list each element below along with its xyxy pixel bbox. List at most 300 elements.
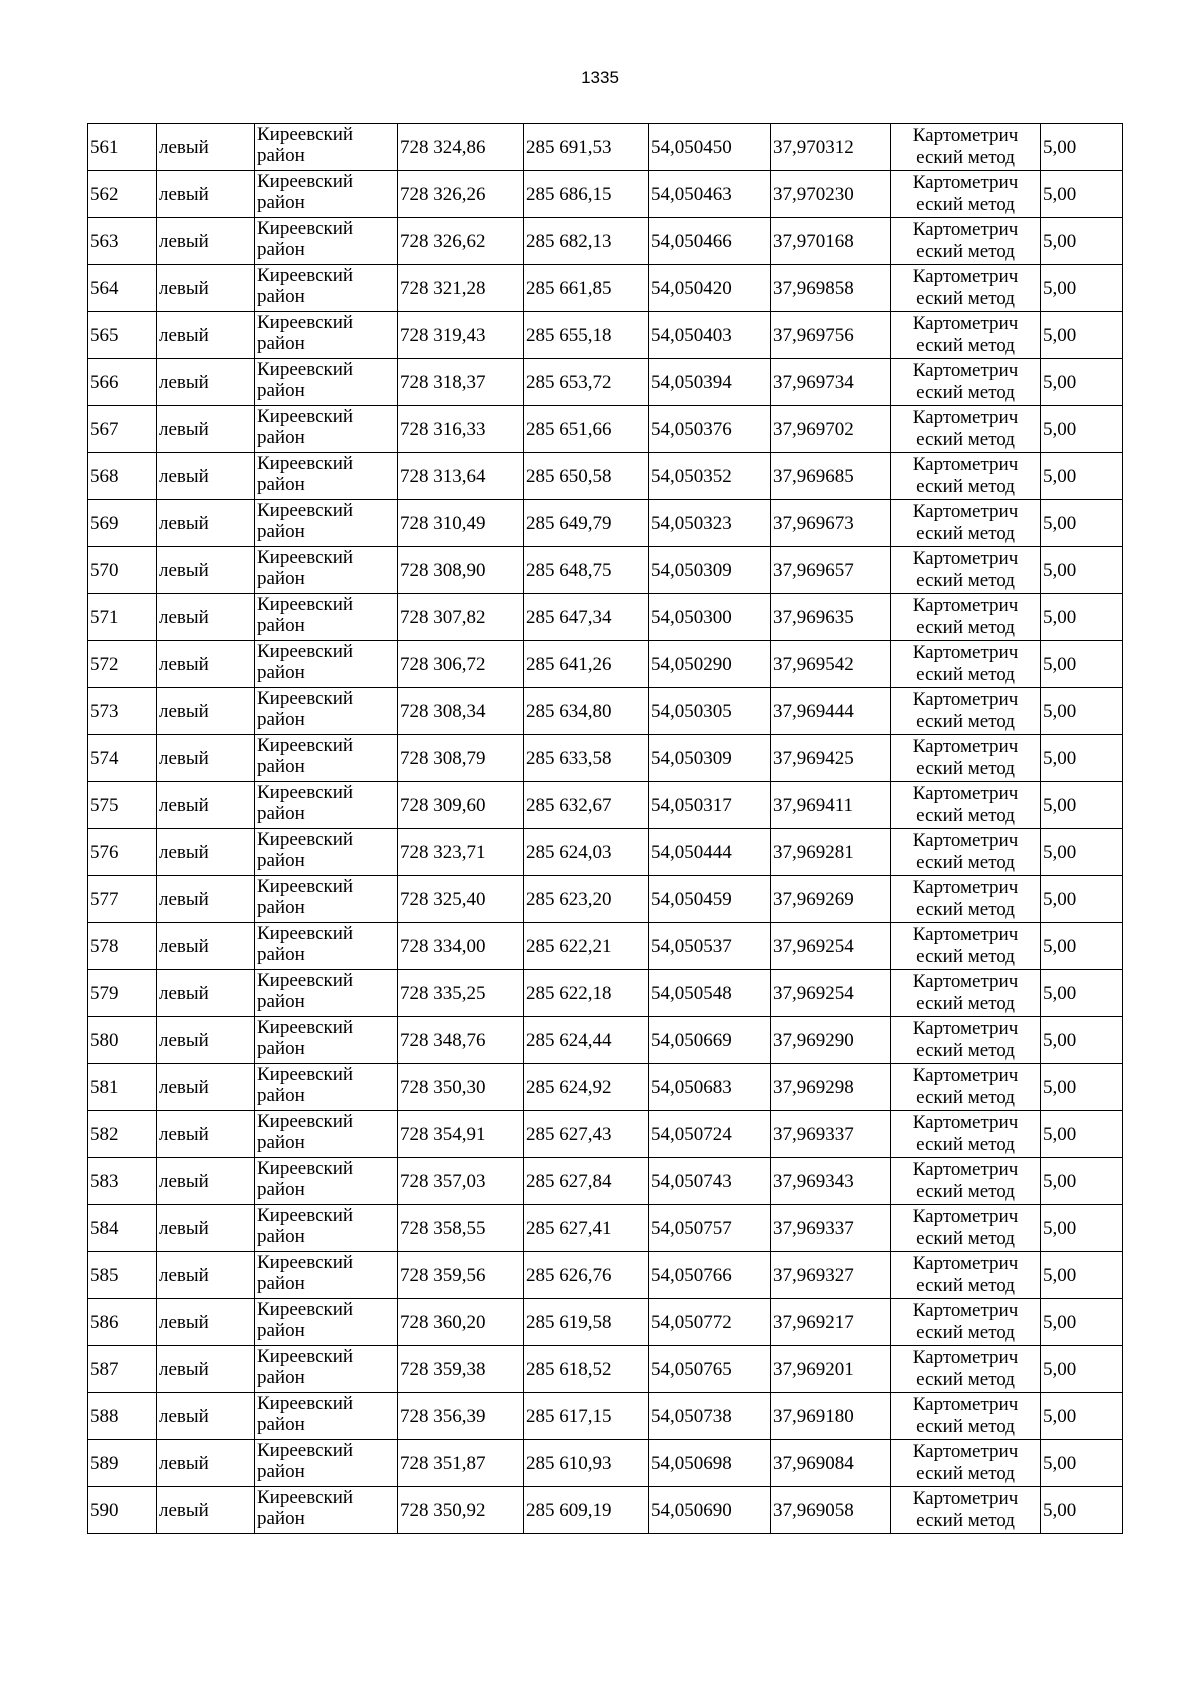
accuracy-cell: 5,00 (1041, 124, 1123, 171)
district-cell: Киреевский район (255, 1111, 398, 1158)
longitude-cell: 37,970312 (771, 124, 891, 171)
table-row (88, 688, 1123, 735)
table-row (88, 782, 1123, 829)
point-number-cell: 573 (88, 688, 157, 735)
accuracy-cell: 5,00 (1041, 359, 1123, 406)
y-coordinate-cell: 285 649,79 (524, 500, 649, 547)
point-number-cell: 576 (88, 829, 157, 876)
longitude-cell: 37,969254 (771, 970, 891, 1017)
x-coordinate-cell: 728 318,37 (398, 359, 524, 406)
latitude-cell: 54,050548 (649, 970, 771, 1017)
table-row (88, 641, 1123, 688)
accuracy-cell: 5,00 (1041, 876, 1123, 923)
longitude-cell: 37,969058 (771, 1487, 891, 1534)
table-row (88, 923, 1123, 970)
y-coordinate-cell: 285 624,44 (524, 1017, 649, 1064)
bank-side-cell: левый (157, 876, 255, 923)
latitude-cell: 54,050669 (649, 1017, 771, 1064)
y-coordinate-cell: 285 623,20 (524, 876, 649, 923)
latitude-cell: 54,050459 (649, 876, 771, 923)
method-cell: Картометрич еский метод (891, 1393, 1041, 1440)
point-number-cell: 568 (88, 453, 157, 500)
x-coordinate-cell: 728 321,28 (398, 265, 524, 312)
accuracy-cell: 5,00 (1041, 406, 1123, 453)
y-coordinate-cell: 285 622,21 (524, 923, 649, 970)
district-cell: Киреевский район (255, 735, 398, 782)
longitude-cell: 37,969657 (771, 547, 891, 594)
method-cell: Картометрич еский метод (891, 1346, 1041, 1393)
latitude-cell: 54,050309 (649, 735, 771, 782)
longitude-cell: 37,969337 (771, 1111, 891, 1158)
method-cell: Картометрич еский метод (891, 171, 1041, 218)
bank-side-cell: левый (157, 265, 255, 312)
district-cell: Киреевский район (255, 1252, 398, 1299)
accuracy-cell: 5,00 (1041, 312, 1123, 359)
x-coordinate-cell: 728 325,40 (398, 876, 524, 923)
point-number-cell: 574 (88, 735, 157, 782)
table-row (88, 171, 1123, 218)
latitude-cell: 54,050394 (649, 359, 771, 406)
point-number-cell: 571 (88, 594, 157, 641)
district-cell: Киреевский район (255, 1346, 398, 1393)
point-number-cell: 584 (88, 1205, 157, 1252)
district-cell: Киреевский район (255, 1393, 398, 1440)
y-coordinate-cell: 285 624,92 (524, 1064, 649, 1111)
method-cell: Картометрич еский метод (891, 782, 1041, 829)
method-cell: Картометрич еский метод (891, 1064, 1041, 1111)
x-coordinate-cell: 728 359,38 (398, 1346, 524, 1393)
longitude-cell: 37,969217 (771, 1299, 891, 1346)
point-number-cell: 575 (88, 782, 157, 829)
accuracy-cell: 5,00 (1041, 1440, 1123, 1487)
longitude-cell: 37,969756 (771, 312, 891, 359)
y-coordinate-cell: 285 655,18 (524, 312, 649, 359)
longitude-cell: 37,969327 (771, 1252, 891, 1299)
accuracy-cell: 5,00 (1041, 500, 1123, 547)
table-row (88, 970, 1123, 1017)
method-cell: Картометрич еский метод (891, 688, 1041, 735)
longitude-cell: 37,969444 (771, 688, 891, 735)
district-cell: Киреевский район (255, 265, 398, 312)
longitude-cell: 37,969702 (771, 406, 891, 453)
table-body (88, 124, 1123, 1534)
y-coordinate-cell: 285 609,19 (524, 1487, 649, 1534)
bank-side-cell: левый (157, 594, 255, 641)
point-number-cell: 578 (88, 923, 157, 970)
coordinates-table (87, 123, 1123, 1534)
latitude-cell: 54,050300 (649, 594, 771, 641)
y-coordinate-cell: 285 622,18 (524, 970, 649, 1017)
longitude-cell: 37,969635 (771, 594, 891, 641)
latitude-cell: 54,050444 (649, 829, 771, 876)
point-number-cell: 585 (88, 1252, 157, 1299)
accuracy-cell: 5,00 (1041, 218, 1123, 265)
x-coordinate-cell: 728 323,71 (398, 829, 524, 876)
longitude-cell: 37,969685 (771, 453, 891, 500)
longitude-cell: 37,970168 (771, 218, 891, 265)
y-coordinate-cell: 285 661,85 (524, 265, 649, 312)
bank-side-cell: левый (157, 923, 255, 970)
table-row (88, 500, 1123, 547)
longitude-cell: 37,969201 (771, 1346, 891, 1393)
table-row (88, 1440, 1123, 1487)
point-number-cell: 590 (88, 1487, 157, 1534)
y-coordinate-cell: 285 627,43 (524, 1111, 649, 1158)
accuracy-cell: 5,00 (1041, 1064, 1123, 1111)
district-cell: Киреевский район (255, 923, 398, 970)
method-cell: Картометрич еский метод (891, 265, 1041, 312)
method-cell: Картометрич еский метод (891, 359, 1041, 406)
table-row (88, 406, 1123, 453)
latitude-cell: 54,050698 (649, 1440, 771, 1487)
bank-side-cell: левый (157, 1346, 255, 1393)
x-coordinate-cell: 728 309,60 (398, 782, 524, 829)
table-row (88, 453, 1123, 500)
district-cell: Киреевский район (255, 829, 398, 876)
x-coordinate-cell: 728 350,92 (398, 1487, 524, 1534)
x-coordinate-cell: 728 307,82 (398, 594, 524, 641)
point-number-cell: 586 (88, 1299, 157, 1346)
latitude-cell: 54,050724 (649, 1111, 771, 1158)
district-cell: Киреевский район (255, 1487, 398, 1534)
y-coordinate-cell: 285 633,58 (524, 735, 649, 782)
point-number-cell: 579 (88, 970, 157, 1017)
table-row (88, 1299, 1123, 1346)
district-cell: Киреевский район (255, 594, 398, 641)
method-cell: Картометрич еский метод (891, 876, 1041, 923)
y-coordinate-cell: 285 627,84 (524, 1158, 649, 1205)
table-row (88, 829, 1123, 876)
district-cell: Киреевский район (255, 970, 398, 1017)
method-cell: Картометрич еский метод (891, 218, 1041, 265)
district-cell: Киреевский район (255, 1205, 398, 1252)
method-cell: Картометрич еский метод (891, 1158, 1041, 1205)
method-cell: Картометрич еский метод (891, 1017, 1041, 1064)
bank-side-cell: левый (157, 970, 255, 1017)
x-coordinate-cell: 728 316,33 (398, 406, 524, 453)
table-row (88, 1252, 1123, 1299)
point-number-cell: 572 (88, 641, 157, 688)
point-number-cell: 581 (88, 1064, 157, 1111)
x-coordinate-cell: 728 326,26 (398, 171, 524, 218)
accuracy-cell: 5,00 (1041, 594, 1123, 641)
table-row (88, 1346, 1123, 1393)
y-coordinate-cell: 285 632,67 (524, 782, 649, 829)
method-cell: Картометрич еский метод (891, 1440, 1041, 1487)
point-number-cell: 567 (88, 406, 157, 453)
bank-side-cell: левый (157, 641, 255, 688)
longitude-cell: 37,969542 (771, 641, 891, 688)
table-row (88, 218, 1123, 265)
bank-side-cell: левый (157, 735, 255, 782)
accuracy-cell: 5,00 (1041, 1111, 1123, 1158)
method-cell: Картометрич еский метод (891, 970, 1041, 1017)
accuracy-cell: 5,00 (1041, 1299, 1123, 1346)
method-cell: Картометрич еский метод (891, 500, 1041, 547)
bank-side-cell: левый (157, 829, 255, 876)
longitude-cell: 37,969290 (771, 1017, 891, 1064)
y-coordinate-cell: 285 641,26 (524, 641, 649, 688)
table-row (88, 1158, 1123, 1205)
accuracy-cell: 5,00 (1041, 970, 1123, 1017)
district-cell: Киреевский район (255, 124, 398, 171)
y-coordinate-cell: 285 610,93 (524, 1440, 649, 1487)
method-cell: Картометрич еский метод (891, 312, 1041, 359)
bank-side-cell: левый (157, 1111, 255, 1158)
point-number-cell: 561 (88, 124, 157, 171)
bank-side-cell: левый (157, 406, 255, 453)
x-coordinate-cell: 728 348,76 (398, 1017, 524, 1064)
x-coordinate-cell: 728 351,87 (398, 1440, 524, 1487)
district-cell: Киреевский район (255, 312, 398, 359)
y-coordinate-cell: 285 617,15 (524, 1393, 649, 1440)
district-cell: Киреевский район (255, 500, 398, 547)
bank-side-cell: левый (157, 1440, 255, 1487)
district-cell: Киреевский район (255, 1064, 398, 1111)
latitude-cell: 54,050690 (649, 1487, 771, 1534)
method-cell: Картометрич еский метод (891, 406, 1041, 453)
bank-side-cell: левый (157, 453, 255, 500)
bank-side-cell: левый (157, 547, 255, 594)
bank-side-cell: левый (157, 359, 255, 406)
x-coordinate-cell: 728 308,79 (398, 735, 524, 782)
district-cell: Киреевский район (255, 547, 398, 594)
bank-side-cell: левый (157, 688, 255, 735)
district-cell: Киреевский район (255, 1158, 398, 1205)
x-coordinate-cell: 728 359,56 (398, 1252, 524, 1299)
table-row (88, 1393, 1123, 1440)
latitude-cell: 54,050463 (649, 171, 771, 218)
point-number-cell: 588 (88, 1393, 157, 1440)
latitude-cell: 54,050743 (649, 1158, 771, 1205)
y-coordinate-cell: 285 651,66 (524, 406, 649, 453)
district-cell: Киреевский район (255, 1299, 398, 1346)
method-cell: Картометрич еский метод (891, 124, 1041, 171)
table-row (88, 359, 1123, 406)
district-cell: Киреевский район (255, 359, 398, 406)
latitude-cell: 54,050683 (649, 1064, 771, 1111)
point-number-cell: 563 (88, 218, 157, 265)
x-coordinate-cell: 728 313,64 (398, 453, 524, 500)
accuracy-cell: 5,00 (1041, 1393, 1123, 1440)
bank-side-cell: левый (157, 124, 255, 171)
x-coordinate-cell: 728 354,91 (398, 1111, 524, 1158)
bank-side-cell: левый (157, 1205, 255, 1252)
bank-side-cell: левый (157, 1487, 255, 1534)
longitude-cell: 37,970230 (771, 171, 891, 218)
accuracy-cell: 5,00 (1041, 641, 1123, 688)
accuracy-cell: 5,00 (1041, 1252, 1123, 1299)
y-coordinate-cell: 285 691,53 (524, 124, 649, 171)
accuracy-cell: 5,00 (1041, 265, 1123, 312)
latitude-cell: 54,050323 (649, 500, 771, 547)
table-row (88, 124, 1123, 171)
latitude-cell: 54,050317 (649, 782, 771, 829)
y-coordinate-cell: 285 686,15 (524, 171, 649, 218)
longitude-cell: 37,969337 (771, 1205, 891, 1252)
district-cell: Киреевский район (255, 782, 398, 829)
point-number-cell: 564 (88, 265, 157, 312)
accuracy-cell: 5,00 (1041, 453, 1123, 500)
accuracy-cell: 5,00 (1041, 735, 1123, 782)
method-cell: Картометрич еский метод (891, 594, 1041, 641)
x-coordinate-cell: 728 356,39 (398, 1393, 524, 1440)
longitude-cell: 37,969343 (771, 1158, 891, 1205)
point-number-cell: 562 (88, 171, 157, 218)
y-coordinate-cell: 285 619,58 (524, 1299, 649, 1346)
x-coordinate-cell: 728 306,72 (398, 641, 524, 688)
longitude-cell: 37,969425 (771, 735, 891, 782)
latitude-cell: 54,050309 (649, 547, 771, 594)
point-number-cell: 587 (88, 1346, 157, 1393)
table-row (88, 265, 1123, 312)
x-coordinate-cell: 728 350,30 (398, 1064, 524, 1111)
table-row (88, 1111, 1123, 1158)
latitude-cell: 54,050738 (649, 1393, 771, 1440)
x-coordinate-cell: 728 334,00 (398, 923, 524, 970)
method-cell: Картометрич еский метод (891, 1111, 1041, 1158)
bank-side-cell: левый (157, 1158, 255, 1205)
district-cell: Киреевский район (255, 688, 398, 735)
x-coordinate-cell: 728 308,34 (398, 688, 524, 735)
accuracy-cell: 5,00 (1041, 171, 1123, 218)
longitude-cell: 37,969858 (771, 265, 891, 312)
table-row (88, 312, 1123, 359)
district-cell: Киреевский район (255, 1440, 398, 1487)
point-number-cell: 569 (88, 500, 157, 547)
point-number-cell: 577 (88, 876, 157, 923)
y-coordinate-cell: 285 647,34 (524, 594, 649, 641)
y-coordinate-cell: 285 618,52 (524, 1346, 649, 1393)
x-coordinate-cell: 728 310,49 (398, 500, 524, 547)
bank-side-cell: левый (157, 782, 255, 829)
accuracy-cell: 5,00 (1041, 923, 1123, 970)
method-cell: Картометрич еский метод (891, 829, 1041, 876)
bank-side-cell: левый (157, 1017, 255, 1064)
latitude-cell: 54,050290 (649, 641, 771, 688)
latitude-cell: 54,050766 (649, 1252, 771, 1299)
method-cell: Картометрич еский метод (891, 547, 1041, 594)
point-number-cell: 570 (88, 547, 157, 594)
x-coordinate-cell: 728 308,90 (398, 547, 524, 594)
y-coordinate-cell: 285 624,03 (524, 829, 649, 876)
district-cell: Киреевский район (255, 406, 398, 453)
latitude-cell: 54,050466 (649, 218, 771, 265)
point-number-cell: 589 (88, 1440, 157, 1487)
longitude-cell: 37,969673 (771, 500, 891, 547)
latitude-cell: 54,050537 (649, 923, 771, 970)
method-cell: Картометрич еский метод (891, 923, 1041, 970)
y-coordinate-cell: 285 648,75 (524, 547, 649, 594)
bank-side-cell: левый (157, 1252, 255, 1299)
longitude-cell: 37,969254 (771, 923, 891, 970)
latitude-cell: 54,050450 (649, 124, 771, 171)
latitude-cell: 54,050352 (649, 453, 771, 500)
latitude-cell: 54,050403 (649, 312, 771, 359)
district-cell: Киреевский район (255, 876, 398, 923)
latitude-cell: 54,050376 (649, 406, 771, 453)
x-coordinate-cell: 728 324,86 (398, 124, 524, 171)
table-row (88, 1017, 1123, 1064)
x-coordinate-cell: 728 360,20 (398, 1299, 524, 1346)
accuracy-cell: 5,00 (1041, 688, 1123, 735)
method-cell: Картометрич еский метод (891, 1252, 1041, 1299)
method-cell: Картометрич еский метод (891, 641, 1041, 688)
y-coordinate-cell: 285 627,41 (524, 1205, 649, 1252)
x-coordinate-cell: 728 358,55 (398, 1205, 524, 1252)
y-coordinate-cell: 285 650,58 (524, 453, 649, 500)
point-number-cell: 582 (88, 1111, 157, 1158)
accuracy-cell: 5,00 (1041, 1158, 1123, 1205)
point-number-cell: 580 (88, 1017, 157, 1064)
longitude-cell: 37,969084 (771, 1440, 891, 1487)
table-row (88, 547, 1123, 594)
accuracy-cell: 5,00 (1041, 782, 1123, 829)
method-cell: Картометрич еский метод (891, 1299, 1041, 1346)
table-row (88, 594, 1123, 641)
table-row (88, 1487, 1123, 1534)
y-coordinate-cell: 285 682,13 (524, 218, 649, 265)
bank-side-cell: левый (157, 1064, 255, 1111)
district-cell: Киреевский район (255, 218, 398, 265)
accuracy-cell: 5,00 (1041, 1017, 1123, 1064)
district-cell: Киреевский район (255, 1017, 398, 1064)
bank-side-cell: левый (157, 1393, 255, 1440)
point-number-cell: 583 (88, 1158, 157, 1205)
page-number: 1335 (581, 68, 619, 87)
bank-side-cell: левый (157, 312, 255, 359)
district-cell: Киреевский район (255, 641, 398, 688)
table-row (88, 1064, 1123, 1111)
bank-side-cell: левый (157, 500, 255, 547)
y-coordinate-cell: 285 653,72 (524, 359, 649, 406)
method-cell: Картометрич еский метод (891, 1205, 1041, 1252)
latitude-cell: 54,050765 (649, 1346, 771, 1393)
y-coordinate-cell: 285 634,80 (524, 688, 649, 735)
latitude-cell: 54,050305 (649, 688, 771, 735)
method-cell: Картометрич еский метод (891, 735, 1041, 782)
accuracy-cell: 5,00 (1041, 1346, 1123, 1393)
longitude-cell: 37,969269 (771, 876, 891, 923)
point-number-cell: 566 (88, 359, 157, 406)
method-cell: Картометрич еский метод (891, 453, 1041, 500)
accuracy-cell: 5,00 (1041, 1205, 1123, 1252)
x-coordinate-cell: 728 335,25 (398, 970, 524, 1017)
table-row (88, 1205, 1123, 1252)
bank-side-cell: левый (157, 1299, 255, 1346)
bank-side-cell: левый (157, 171, 255, 218)
x-coordinate-cell: 728 357,03 (398, 1158, 524, 1205)
method-cell: Картометрич еский метод (891, 1487, 1041, 1534)
x-coordinate-cell: 728 319,43 (398, 312, 524, 359)
longitude-cell: 37,969298 (771, 1064, 891, 1111)
latitude-cell: 54,050772 (649, 1299, 771, 1346)
longitude-cell: 37,969180 (771, 1393, 891, 1440)
longitude-cell: 37,969734 (771, 359, 891, 406)
accuracy-cell: 5,00 (1041, 1487, 1123, 1534)
district-cell: Киреевский район (255, 453, 398, 500)
table-row (88, 876, 1123, 923)
accuracy-cell: 5,00 (1041, 829, 1123, 876)
table-row (88, 735, 1123, 782)
y-coordinate-cell: 285 626,76 (524, 1252, 649, 1299)
accuracy-cell: 5,00 (1041, 547, 1123, 594)
latitude-cell: 54,050420 (649, 265, 771, 312)
longitude-cell: 37,969281 (771, 829, 891, 876)
bank-side-cell: левый (157, 218, 255, 265)
point-number-cell: 565 (88, 312, 157, 359)
latitude-cell: 54,050757 (649, 1205, 771, 1252)
